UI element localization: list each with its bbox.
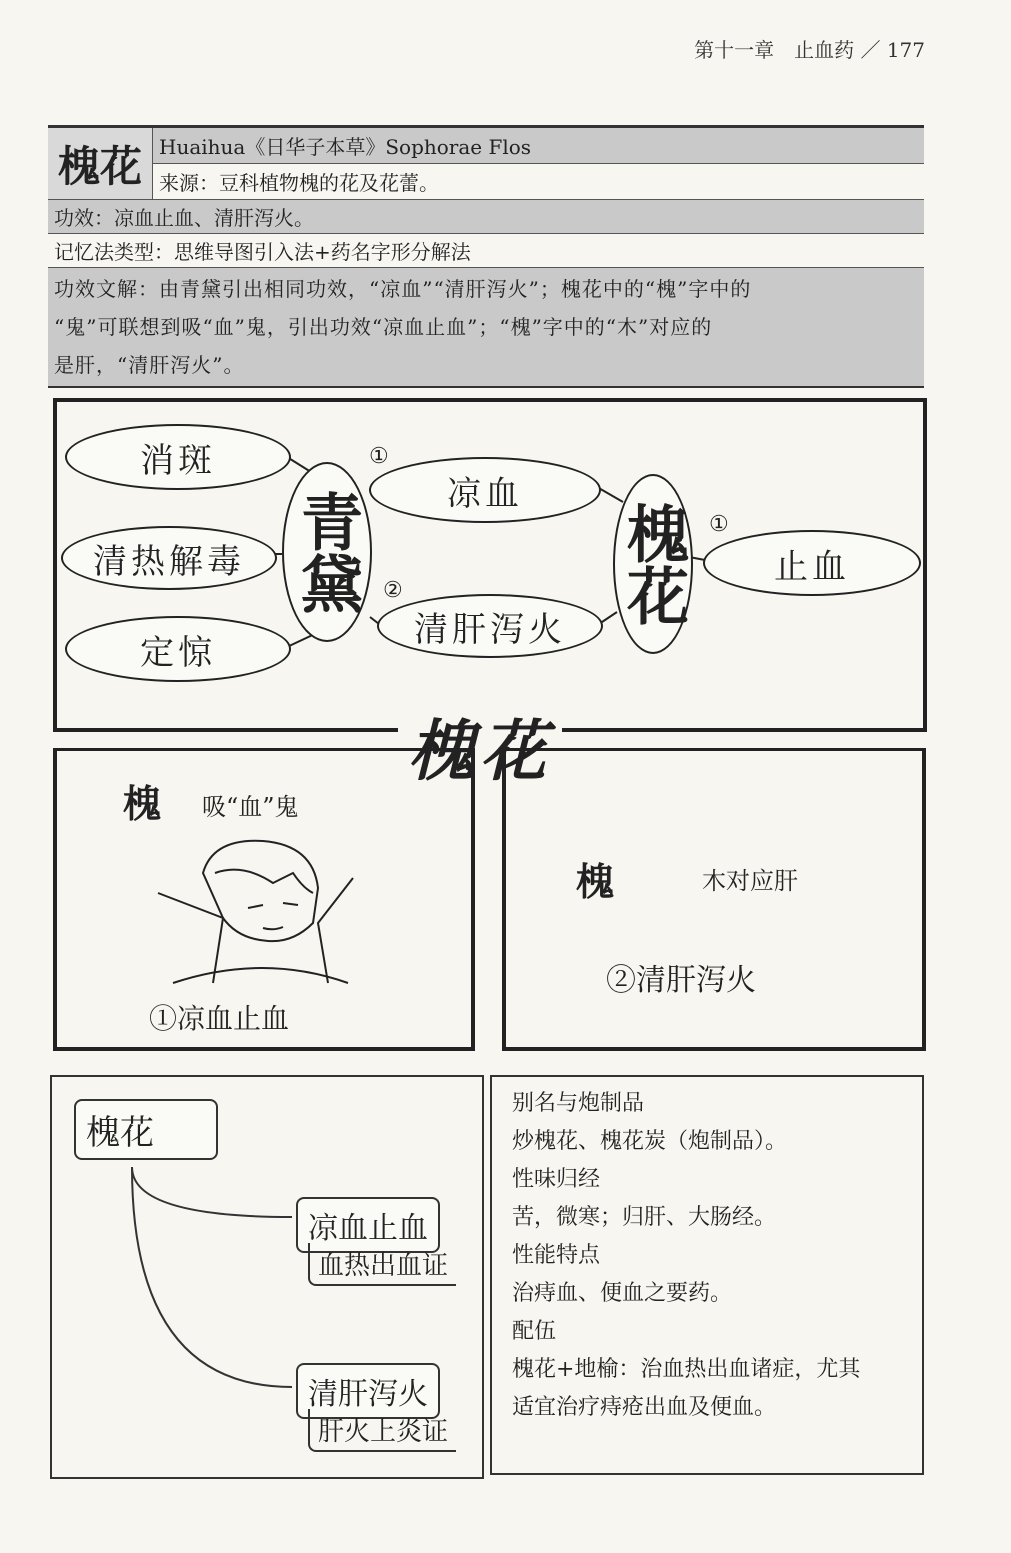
vampire-illustration bbox=[153, 833, 363, 993]
explain-line-1: 功效文解：由青黛引出相同功效，“凉血”“清肝泻火”；槐花中的“槐”字中的 bbox=[54, 277, 752, 301]
herb-name: 槐花 bbox=[48, 128, 153, 199]
section-heading: 性能特点 bbox=[512, 1243, 601, 1268]
efficacy-line: 功效：凉血止血、清肝泻火。 bbox=[48, 200, 924, 234]
panel-caption: 吸“血”鬼 bbox=[202, 793, 299, 821]
explain-line-3: 是肝，“清肝泻火”。 bbox=[54, 353, 245, 377]
node-huaihua: 槐花 bbox=[613, 474, 693, 654]
tree-box bbox=[50, 1075, 484, 1479]
page-header: 第十一章 止血药 ／ 177 bbox=[694, 38, 925, 62]
tree-subbranch: 肝火上炎证 bbox=[308, 1409, 456, 1452]
tree-root: 槐花 bbox=[74, 1099, 218, 1160]
panel-caption: 木对应肝 bbox=[702, 867, 798, 895]
explain-block bbox=[48, 268, 924, 386]
section-text: 苦，微寒；归肝、大肠经。 bbox=[512, 1205, 777, 1230]
number-marker: ② bbox=[383, 578, 403, 603]
node-qingganxiehuo: 清肝泻火 bbox=[377, 594, 603, 658]
node-qingdai: 青黛 bbox=[282, 462, 372, 642]
side-info-box bbox=[490, 1075, 924, 1475]
node-xiaoban: 消斑 bbox=[65, 424, 291, 490]
mindmap-box bbox=[53, 398, 927, 732]
center-title: 槐花 bbox=[398, 698, 562, 793]
node-liangxue: 凉血 bbox=[369, 457, 601, 523]
explain-line-2: “鬼”可联想到吸“血”鬼，引出功效“凉血止血”；“槐”字中的“木”对应的 bbox=[54, 315, 713, 339]
tree-branch: 凉血止血 bbox=[296, 1197, 440, 1253]
node-dingjing: 定惊 bbox=[65, 616, 291, 682]
section-text: 槐花+地榆：治血热出血诸症，尤其 bbox=[512, 1357, 861, 1382]
section-text: 适宜治疗痔疮出血及便血。 bbox=[512, 1395, 777, 1420]
node-qingrejiedu: 清热解毒 bbox=[61, 526, 277, 590]
number-marker: ① bbox=[369, 444, 389, 469]
title-row bbox=[48, 128, 924, 200]
panel-char: 槐 bbox=[576, 859, 615, 904]
pinyin-line: Huaihua《日华子本草》Sophorae Flos bbox=[153, 128, 924, 164]
source-line: 来源：豆科植物槐的花及花蕾。 bbox=[159, 171, 439, 195]
section-heading: 别名与炮制品 bbox=[512, 1091, 645, 1116]
section-text: 治痔血、便血之要药。 bbox=[512, 1281, 733, 1306]
panel-result: ①凉血止血 bbox=[149, 1002, 290, 1035]
panel-char: 槐 bbox=[123, 781, 162, 826]
memory-type-line: 记忆法类型：思维导图引入法+药名字形分解法 bbox=[48, 234, 924, 268]
node-zhixue: 止血 bbox=[703, 530, 921, 596]
panel-result: ②清肝泻火 bbox=[606, 963, 756, 998]
right-panel bbox=[502, 748, 926, 1051]
section-heading: 配伍 bbox=[512, 1319, 557, 1344]
number-marker: ① bbox=[709, 512, 729, 537]
left-panel bbox=[53, 748, 475, 1051]
tree-branch: 清肝泻火 bbox=[296, 1363, 440, 1419]
tree-subbranch: 血热出血证 bbox=[308, 1243, 456, 1286]
info-table bbox=[48, 125, 924, 388]
section-text: 炒槐花、槐花炭（炮制品）。 bbox=[512, 1129, 788, 1154]
section-heading: 性味归经 bbox=[512, 1167, 601, 1192]
